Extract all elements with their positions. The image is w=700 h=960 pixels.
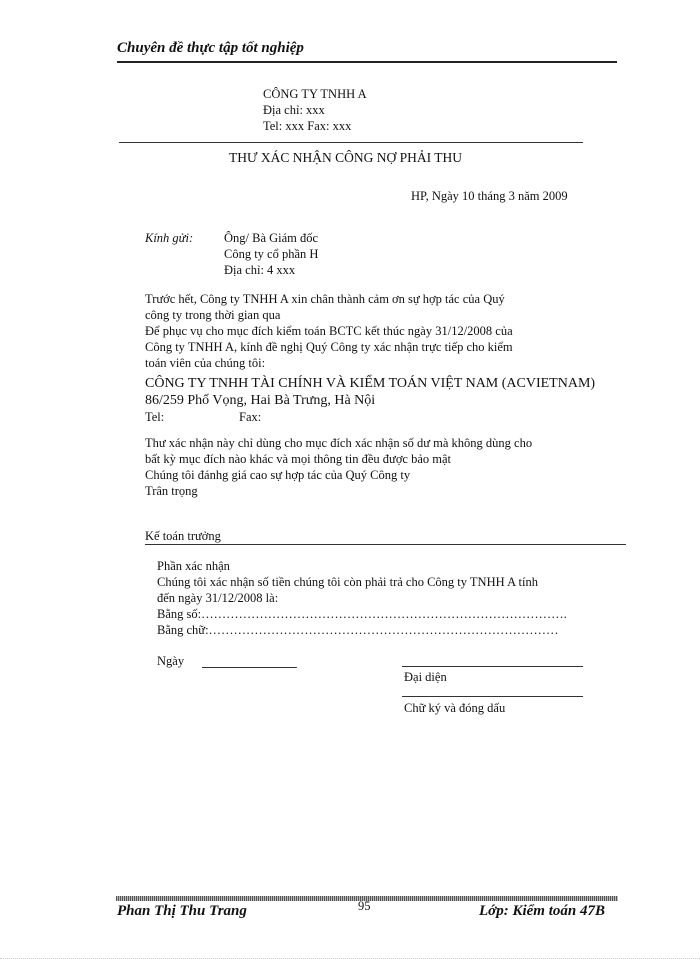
- divider: [145, 544, 626, 545]
- body-line: Để phục vụ cho mục đích kiểm toán BCTC kết thúc ngày 31/12/2008 của: [145, 324, 513, 338]
- body-line: Trước hết, Công ty TNHH A xin chân thành cảm ơn sự hợp tác của Quý: [145, 292, 505, 306]
- confirmation-title: Phần xác nhận: [157, 559, 230, 573]
- auditor-tel: Tel:: [145, 410, 165, 424]
- representative-label: Đại diện: [404, 670, 447, 684]
- date-label: Ngày: [157, 654, 185, 668]
- recipient-line: Địa chỉ: 4 xxx: [224, 263, 296, 277]
- signature-line: [402, 696, 583, 697]
- page-number: 95: [358, 899, 371, 913]
- recipient-line: Công ty cổ phần H: [224, 247, 319, 261]
- header-rule: [117, 61, 617, 63]
- closing-line: Chúng tôi đánhg giá cao sự hợp tác của Quý Công ty: [145, 468, 411, 482]
- document-date: HP, Ngày 10 tháng 3 năm 2009: [411, 189, 568, 203]
- recipient-line: Ông/ Bà Giám đốc: [224, 231, 319, 245]
- recipient-label: Kính gửi:: [145, 231, 194, 245]
- closing-line: bất kỳ mục đích nào khác và mọi thông tin đều được bảo mật: [145, 452, 452, 466]
- company-contact: Tel: xxx Fax: xxx: [263, 119, 352, 133]
- document-title: THƯ XÁC NHẬN CÔNG NỢ PHẢI THU: [229, 150, 462, 165]
- footer-class: Lớp: Kiểm toán 47B: [479, 903, 605, 919]
- footer-author: Phan Thị Thu Trang: [117, 903, 247, 919]
- date-blank-line: [202, 667, 297, 668]
- company-name: CÔNG TY TNHH A: [263, 87, 367, 101]
- confirmation-line: Chúng tôi xác nhận số tiền chúng tôi còn phải trả cho Công ty TNHH A tính: [157, 575, 538, 589]
- amount-in-numbers: Bằng số:…………………………………………………………………………….: [157, 607, 567, 621]
- signature-label: Chữ ký và đóng dấu: [404, 701, 506, 715]
- confirmation-line: đến ngày 31/12/2008 là:: [157, 591, 279, 605]
- page-boundary: [0, 958, 700, 959]
- closing-line: Trân trọng: [145, 484, 198, 498]
- divider: [119, 142, 583, 143]
- auditor-address: 86/259 Phố Vọng, Hai Bà Trưng, Hà Nội: [145, 393, 376, 408]
- body-line: Công ty TNHH A, kính đề nghị Quý Công ty xác nhận trực tiếp cho kiểm: [145, 340, 513, 354]
- closing-line: Thư xác nhận này chỉ dùng cho mục đích xác nhận số dư mà không dùng cho: [145, 436, 533, 450]
- representative-line: [402, 666, 583, 667]
- amount-in-words: Bằng chữ:…………………………………………………………………………: [157, 623, 559, 637]
- company-address: Địa chỉ: xxx: [263, 103, 325, 117]
- body-line: toán viên của chúng tôi:: [145, 356, 266, 370]
- chief-accountant-label: Kế toán trưởng: [145, 529, 221, 543]
- auditor-fax: Fax:: [239, 410, 262, 424]
- body-line: công ty trong thời gian qua: [145, 308, 281, 322]
- header-title: Chuyên đề thực tập tốt nghiệp: [117, 40, 304, 56]
- auditor-name: CÔNG TY TNHH TÀI CHÍNH VÀ KIỂM TOÁN VIỆT NAM (ACVIETNAM): [145, 376, 596, 391]
